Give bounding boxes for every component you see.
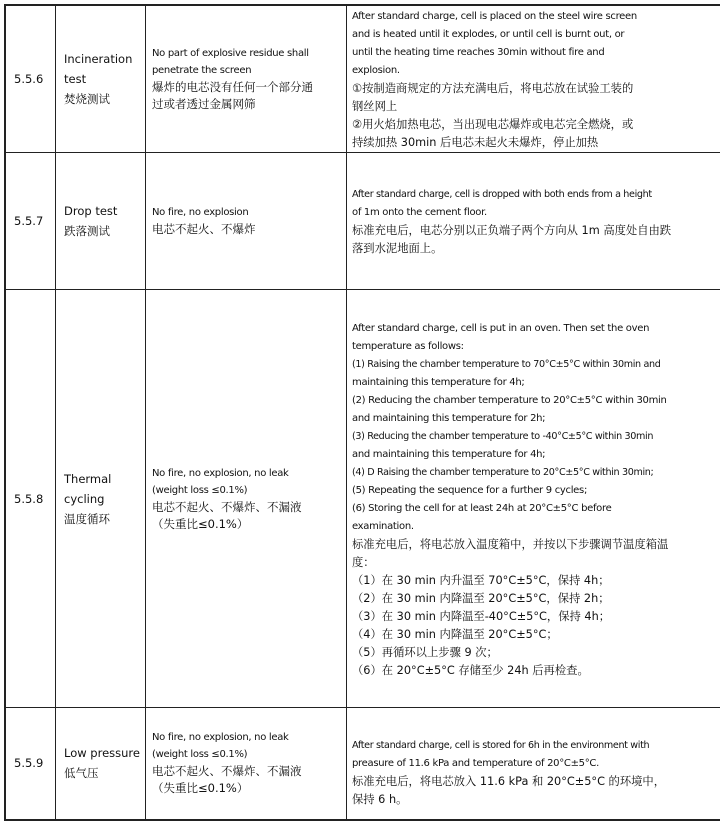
requirement-line: 过或者透过金属网筛 <box>152 97 256 111</box>
requirement-line: No fire, no explosion, no leak <box>152 732 289 744</box>
requirement-line: （失重比≤0.1%） <box>152 516 249 531</box>
requirement-line: (weight loss ≤0.1%) <box>152 484 248 496</box>
requirement-text <box>146 45 346 113</box>
requirement-line: 电芯不起火、不爆炸 <box>152 222 256 236</box>
requirement-line: No fire, no explosion <box>152 207 249 218</box>
method-line: (4) D Raising the chamber temperature to 20°C±5°C within 30min; <box>352 466 654 478</box>
method-cell <box>347 153 720 290</box>
table-row-5-5-9 <box>5 708 720 820</box>
method-line: 标准充电后，电芯分别以正负端子两个方向从 1m 高度处自由跌 <box>352 224 672 237</box>
method-cell <box>347 290 720 708</box>
test-name-line: Low pressure <box>64 746 140 761</box>
test-id-cell <box>5 153 56 290</box>
test-id-cell <box>5 290 56 708</box>
method-line: (5) Repeating the sequence for a further 9 cycles; <box>352 484 588 496</box>
test-name-cell <box>56 290 146 708</box>
test-id: 5.5.8 <box>14 491 44 506</box>
method-line: （2）在 30 min 内降温至 20°C±5°C，保持 2h； <box>352 591 610 605</box>
requirement-text <box>146 204 346 238</box>
test-name <box>56 469 145 529</box>
requirement-line: 电芯不起火、不爆炸、不漏液 <box>152 764 302 779</box>
method-cell <box>347 5 720 153</box>
requirement-line: 爆炸的电芯没有任何一个部分通 <box>152 80 313 94</box>
test-name-line: 低气压 <box>64 766 99 781</box>
method-text <box>347 318 720 680</box>
method-line: and maintaining this temperature for 4h; <box>352 448 546 460</box>
requirement-text <box>146 729 346 797</box>
method-line: 持续加热 30min 后电芯未起火未爆炸，停止加热 <box>352 136 599 149</box>
test-name <box>56 201 145 241</box>
method-line: （4）在 30 min 内降温至 20°C±5°C； <box>352 627 558 641</box>
test-name-line: Incineration <box>64 52 133 66</box>
method-line: 落到水泥地面上。 <box>352 242 443 255</box>
method-text <box>347 184 720 258</box>
method-line: until the heating time reaches 30min without fire and <box>352 47 605 58</box>
method-line: ②用火焰加热电芯，当出现电芯爆炸或电芯完全燃烧，或 <box>352 118 634 131</box>
method-line: examination. <box>352 520 414 532</box>
method-line: of 1m onto the cement floor. <box>352 207 487 218</box>
test-name <box>56 49 145 109</box>
requirement-line: No part of explosive residue shall <box>152 48 309 59</box>
table-row-5-5-7 <box>5 153 720 290</box>
test-id-cell <box>5 5 56 153</box>
method-line: （1）在 30 min 内升温至 70°C±5°C，保持 4h； <box>352 573 610 587</box>
test-id-cell <box>5 708 56 820</box>
method-text <box>347 6 720 152</box>
method-cell <box>347 708 720 820</box>
method-line: (2) Reducing the chamber temperature to 20°C±5°C within 30min <box>352 394 667 406</box>
method-line: （5）再循环以上步骤 9 次； <box>352 645 498 659</box>
test-name-cell <box>56 153 146 290</box>
method-line: 标准充电后，将电芯放入温度箱中，并按以下步骤调节温度箱温 <box>352 537 669 551</box>
table-row-5-5-8 <box>5 290 720 708</box>
requirement-line: No fire, no explosion, no leak <box>152 467 289 479</box>
method-line: (3) Reducing the chamber temperature to -40°C±5°C within 30min <box>352 430 654 442</box>
method-line: （6）在 20°C±5°C 存储至少 24h 后再检查。 <box>352 663 589 677</box>
method-line: ①按制造商规定的方法充满电后，将电芯放在试验工装的 <box>352 82 634 95</box>
requirement-cell <box>146 290 347 708</box>
method-line: 保持 6 h。 <box>352 793 408 807</box>
method-line: (1) Raising the chamber temperature to 70°C±5°C within 30min and <box>352 358 661 370</box>
requirement-line: (weight loss ≤0.1%) <box>152 749 248 761</box>
method-line: 度： <box>352 555 375 569</box>
requirement-line: 电芯不起火、不爆炸、不漏液 <box>152 499 302 514</box>
test-name-cell <box>56 5 146 153</box>
requirement-cell <box>146 708 347 820</box>
method-line: explosion. <box>352 65 400 76</box>
requirement-line: penetrate the screen <box>152 65 252 76</box>
test-name-line: Thermal <box>64 471 112 486</box>
method-line: and maintaining this temperature for 2h; <box>352 412 546 424</box>
test-id: 5.5.9 <box>14 756 44 771</box>
requirement-line: （失重比≤0.1%） <box>152 781 249 796</box>
method-line: and is heated until it explodes, or until cell is burnt out, or <box>352 29 625 40</box>
method-line: （3）在 30 min 内降温至-40°C±5°C，保持 4h； <box>352 609 611 623</box>
test-name-line: cycling <box>64 491 105 506</box>
method-line: 钢丝网上 <box>352 100 398 113</box>
method-line: After standard charge, cell is put in an oven. Then set the oven <box>352 322 650 334</box>
test-name-line: 焚烧测试 <box>64 92 110 106</box>
table-row-5-5-6 <box>5 5 720 153</box>
test-name <box>56 743 145 783</box>
test-name-line: Drop test <box>64 204 118 218</box>
method-line: After standard charge, cell is placed on the steel wire screen <box>352 11 637 22</box>
test-spec-table <box>4 4 720 821</box>
test-id: 5.5.7 <box>14 214 44 228</box>
method-line: After standard charge, cell is dropped with both ends from a height <box>352 189 652 200</box>
requirement-text <box>146 465 346 533</box>
test-name-line: test <box>64 72 87 86</box>
method-line: 标准充电后，将电芯放入 11.6 kPa 和 20°C±5°C 的环境中， <box>352 775 666 789</box>
requirement-cell <box>146 153 347 290</box>
test-id: 5.5.6 <box>14 72 44 86</box>
requirement-cell <box>146 5 347 153</box>
test-name-cell <box>56 708 146 820</box>
method-line: preasure of 11.6 kPa and temperature of 20°C±5°C. <box>352 758 599 770</box>
method-line: After standard charge, cell is stored for 6h in the environment with <box>352 740 650 752</box>
method-text <box>347 717 720 809</box>
method-line: maintaining this temperature for 4h; <box>352 376 525 388</box>
method-line: temperature as follows: <box>352 340 464 352</box>
test-name-line: 温度循环 <box>64 511 110 526</box>
method-line: (6) Storing the cell for at least 24h at 20°C±5°C before <box>352 502 612 514</box>
test-name-line: 跌落测试 <box>64 224 110 238</box>
